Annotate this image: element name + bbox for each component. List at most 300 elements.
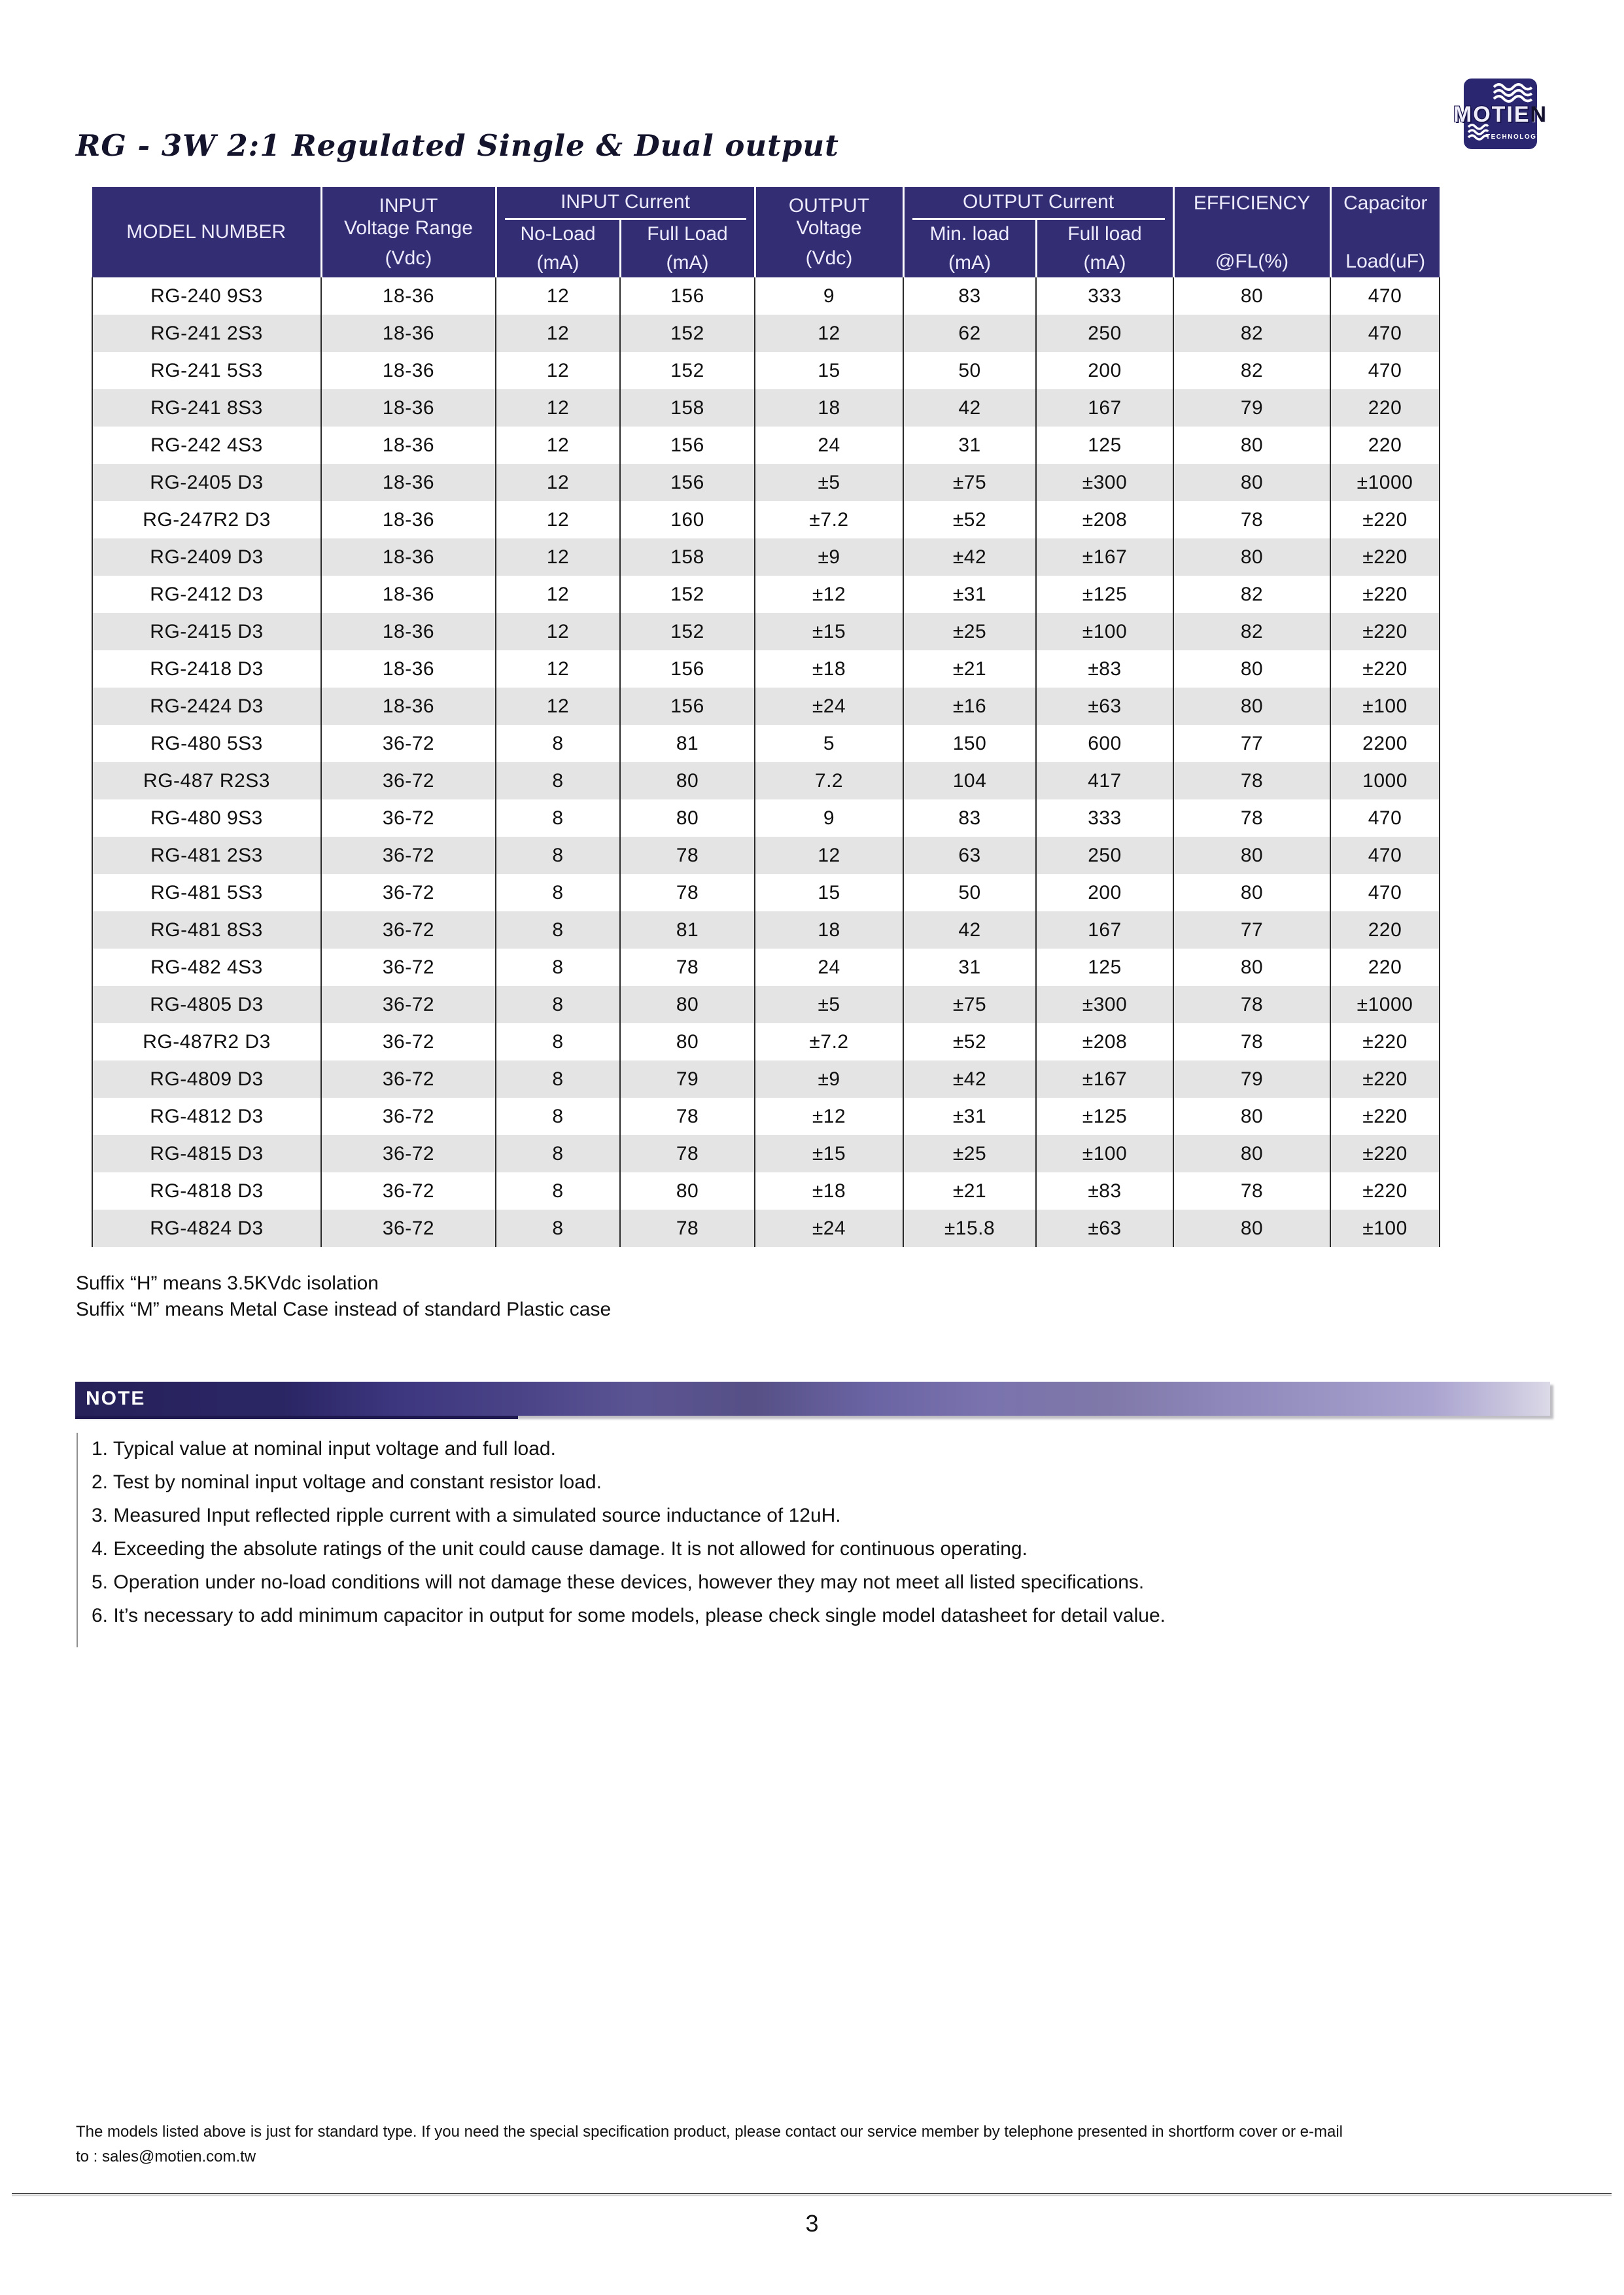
table-cell: ±83 (1036, 1172, 1173, 1210)
note-item: 6. It’s necessary to add minimum capacitor in output for some models, please check single model datasheet for detail value. (92, 1605, 1166, 1626)
table-cell: ±220 (1330, 1098, 1440, 1135)
table-cell: 8 (496, 725, 620, 762)
table-cell: 63 (903, 837, 1036, 874)
table-cell: RG-480 5S3 (92, 725, 321, 762)
table-cell: ±25 (903, 1135, 1036, 1172)
table-cell: 220 (1330, 427, 1440, 464)
table-cell: 150 (903, 725, 1036, 762)
table-cell: ±18 (755, 1172, 903, 1210)
table-cell: 8 (496, 762, 620, 799)
table-row (92, 277, 1440, 315)
table-cell: 36-72 (321, 725, 496, 762)
table-cell: 152 (620, 315, 755, 352)
table-header (92, 187, 1440, 277)
motien-logo (1453, 79, 1548, 149)
table-cell: 18-36 (321, 688, 496, 725)
table-cell: 78 (620, 1098, 755, 1135)
table-cell: 600 (1036, 725, 1173, 762)
table-cell: 152 (620, 352, 755, 389)
table-cell: 78 (1173, 762, 1330, 799)
col-group-output-current (903, 187, 1173, 220)
table-cell: 24 (755, 949, 903, 986)
table-cell: 78 (1173, 1172, 1330, 1210)
table-cell: 12 (496, 464, 620, 501)
table-cell: 12 (496, 501, 620, 538)
table-cell: 18-36 (321, 352, 496, 389)
table-row (92, 427, 1440, 464)
header-line: Capacitor (1343, 192, 1428, 214)
table-cell: RG-482 4S3 (92, 949, 321, 986)
logo-tagline: TECHNOLOGY (1486, 133, 1542, 141)
table-cell: 8 (496, 874, 620, 911)
table-row (92, 688, 1440, 725)
table-cell: ±31 (903, 1098, 1036, 1135)
table-cell: ±220 (1330, 1060, 1440, 1098)
table-cell: ±15 (755, 613, 903, 650)
header-line: (Vdc) (805, 247, 853, 269)
table-cell: ±52 (903, 1023, 1036, 1060)
spec-table (92, 187, 1440, 1247)
table-cell: ±24 (755, 1210, 903, 1247)
note-label: NOTE (86, 1388, 146, 1409)
table-cell: ±220 (1330, 538, 1440, 576)
table-cell: 82 (1173, 352, 1330, 389)
table-cell: 80 (620, 986, 755, 1023)
table-cell: 8 (496, 1098, 620, 1135)
table-cell: 80 (1173, 464, 1330, 501)
table-cell: 81 (620, 911, 755, 949)
table-cell: ±16 (903, 688, 1036, 725)
table-cell: ±220 (1330, 650, 1440, 688)
table-row (92, 837, 1440, 874)
table-cell: ±7.2 (755, 501, 903, 538)
table-cell: 158 (620, 389, 755, 427)
table-cell: RG-242 4S3 (92, 427, 321, 464)
note-item: 2. Test by nominal input voltage and constant resistor load. (92, 1471, 602, 1493)
table-cell: 156 (620, 688, 755, 725)
table-cell: RG-2418 D3 (92, 650, 321, 688)
header-line: @FL(%) (1215, 250, 1289, 272)
table-cell: 77 (1173, 911, 1330, 949)
table-cell: ±167 (1036, 538, 1173, 576)
table-cell: 36-72 (321, 1135, 496, 1172)
table-cell: ±75 (903, 464, 1036, 501)
table-row (92, 1098, 1440, 1135)
page-title: RG - 3W 2:1 Regulated Single & Dual output (76, 128, 839, 163)
logo-brand-head: MOTIE (1453, 102, 1530, 127)
table-cell: RG-4805 D3 (92, 986, 321, 1023)
header-line: Voltage (796, 217, 862, 239)
table-row (92, 538, 1440, 576)
table-cell: 83 (903, 277, 1036, 315)
table-cell: 470 (1330, 277, 1440, 315)
table-cell: 2200 (1330, 725, 1440, 762)
col-unit-no-load: (mA) (496, 249, 620, 277)
table-cell: 82 (1173, 613, 1330, 650)
table-row (92, 650, 1440, 688)
table-cell: ±300 (1036, 464, 1173, 501)
table-cell: 82 (1173, 315, 1330, 352)
col-header-model: MODEL NUMBER (92, 187, 321, 277)
table-cell: 50 (903, 874, 1036, 911)
group-label: INPUT Current (505, 191, 746, 220)
table-cell: ±42 (903, 1060, 1036, 1098)
table-cell: 200 (1036, 874, 1173, 911)
table-cell: RG-480 9S3 (92, 799, 321, 837)
table-row (92, 725, 1440, 762)
table-row (92, 1023, 1440, 1060)
waves-icon (1493, 82, 1533, 105)
table-cell: 12 (496, 277, 620, 315)
table-cell: 80 (1173, 538, 1330, 576)
note-item: 5. Operation under no-load conditions will not damage these devices, however they may not meet all listed specifications. (92, 1571, 1145, 1593)
table-cell: 80 (1173, 837, 1330, 874)
table-cell: 82 (1173, 576, 1330, 613)
table-cell: 8 (496, 1060, 620, 1098)
footer-disclaimer (76, 2120, 1567, 2169)
table-cell: 79 (1173, 389, 1330, 427)
table-cell: 36-72 (321, 1023, 496, 1060)
table-cell: 220 (1330, 911, 1440, 949)
table-cell: 12 (496, 538, 620, 576)
table-cell: 83 (903, 799, 1036, 837)
table-cell: 8 (496, 1135, 620, 1172)
logo-brand-text (1451, 102, 1550, 128)
table-cell: 125 (1036, 427, 1173, 464)
table-row (92, 799, 1440, 837)
table-cell: 12 (496, 613, 620, 650)
table-cell: ±220 (1330, 501, 1440, 538)
table-cell: 470 (1330, 874, 1440, 911)
table-row (92, 1060, 1440, 1098)
table-cell: 18-36 (321, 650, 496, 688)
table-cell: RG-241 5S3 (92, 352, 321, 389)
table-cell: RG-487 R2S3 (92, 762, 321, 799)
table-cell: RG-2415 D3 (92, 613, 321, 650)
table-row (92, 1135, 1440, 1172)
table-cell: RG-4824 D3 (92, 1210, 321, 1247)
table-cell: 80 (1173, 949, 1330, 986)
table-cell: 18 (755, 911, 903, 949)
table-cell: 18-36 (321, 315, 496, 352)
header-line: EFFICIENCY (1193, 192, 1311, 214)
table-cell: ±220 (1330, 576, 1440, 613)
table-cell: ±208 (1036, 1023, 1173, 1060)
table-cell: 12 (755, 837, 903, 874)
table-cell: 78 (620, 1135, 755, 1172)
table-cell: 12 (496, 315, 620, 352)
note-item: 4. Exceeding the absolute ratings of the unit could cause damage. It is not allowed for continuous operating. (92, 1538, 1028, 1560)
table-cell: 8 (496, 1172, 620, 1210)
footer-line-2: to : sales@motien.com.tw (76, 2148, 256, 2165)
table-cell: 36-72 (321, 1060, 496, 1098)
table-cell: 18-36 (321, 277, 496, 315)
table-row (92, 464, 1440, 501)
table-cell: 12 (496, 427, 620, 464)
col-header-min-load: Min. load (903, 220, 1036, 249)
table-cell: ±9 (755, 538, 903, 576)
table-cell: 470 (1330, 352, 1440, 389)
table-cell: ±220 (1330, 1172, 1440, 1210)
col-header-efficiency (1173, 187, 1330, 277)
table-cell: ±5 (755, 986, 903, 1023)
footer-line-1: The models listed above is just for standard type. If you need the special specification product, please contact our service member by telephone presented in shortform cover or e-mail (76, 2123, 1343, 2141)
table-row (92, 389, 1440, 427)
table-cell: 78 (1173, 986, 1330, 1023)
table-cell: ±208 (1036, 501, 1173, 538)
table-cell: 8 (496, 1210, 620, 1247)
table-cell: 80 (1173, 427, 1330, 464)
header-line: OUTPUT (788, 195, 870, 217)
suffix-notes (76, 1270, 611, 1323)
table-cell: 42 (903, 911, 1036, 949)
table-cell: ±167 (1036, 1060, 1173, 1098)
table-cell: 15 (755, 352, 903, 389)
table-cell: ±300 (1036, 986, 1173, 1023)
table-cell: 78 (1173, 1023, 1330, 1060)
table-cell: 250 (1036, 315, 1173, 352)
table-cell: 18-36 (321, 613, 496, 650)
table-cell: ±100 (1036, 1135, 1173, 1172)
table-cell: ±125 (1036, 1098, 1173, 1135)
table-cell: 15 (755, 874, 903, 911)
table-cell: 36-72 (321, 762, 496, 799)
note-item: 3. Measured Input reflected ripple current with a simulated source inductance of 12uH. (92, 1505, 841, 1526)
table-cell: 18-36 (321, 538, 496, 576)
table-cell: ±220 (1330, 613, 1440, 650)
table-cell: 167 (1036, 911, 1173, 949)
table-cell: ±9 (755, 1060, 903, 1098)
table-cell: 80 (1173, 1135, 1330, 1172)
table-cell: 36-72 (321, 986, 496, 1023)
table-row (92, 949, 1440, 986)
table-cell: 42 (903, 389, 1036, 427)
table-cell: 80 (1173, 688, 1330, 725)
table-cell: 125 (1036, 949, 1173, 986)
table-cell: 80 (620, 1172, 755, 1210)
table-cell: 200 (1036, 352, 1173, 389)
table-cell: 152 (620, 613, 755, 650)
col-header-capacitor (1330, 187, 1440, 277)
col-unit-full-load-in: (mA) (620, 249, 755, 277)
table-cell: ±63 (1036, 688, 1173, 725)
table-cell: RG-2412 D3 (92, 576, 321, 613)
table-cell: 78 (620, 1210, 755, 1247)
table-cell: 12 (496, 650, 620, 688)
table-cell: 18-36 (321, 389, 496, 427)
table-cell: 8 (496, 837, 620, 874)
table-cell: 36-72 (321, 874, 496, 911)
table-cell: 79 (1173, 1060, 1330, 1098)
table-cell: ±52 (903, 501, 1036, 538)
footer-divider (12, 2193, 1612, 2196)
table-row (92, 1172, 1440, 1210)
notes-list (92, 1438, 1166, 1638)
table-cell: 156 (620, 427, 755, 464)
table-cell: 12 (496, 389, 620, 427)
table-row (92, 1210, 1440, 1247)
table-cell: ±15 (755, 1135, 903, 1172)
table-cell: 1000 (1330, 762, 1440, 799)
table-cell: 79 (620, 1060, 755, 1098)
table-cell: 36-72 (321, 1172, 496, 1210)
table-cell: 250 (1036, 837, 1173, 874)
table-cell: 333 (1036, 799, 1173, 837)
table-cell: 160 (620, 501, 755, 538)
table-row (92, 501, 1440, 538)
table-cell: 18 (755, 389, 903, 427)
table-cell: 156 (620, 650, 755, 688)
table-cell: ±220 (1330, 1023, 1440, 1060)
table-cell: 8 (496, 986, 620, 1023)
table-cell: 36-72 (321, 1098, 496, 1135)
table-cell: 167 (1036, 389, 1173, 427)
table-cell: ±100 (1330, 688, 1440, 725)
col-unit-full-load-out: (mA) (1036, 249, 1173, 277)
header-line: (Vdc) (385, 247, 432, 269)
table-cell: ±21 (903, 650, 1036, 688)
header-line: Voltage Range (344, 217, 473, 239)
table-cell: RG-4818 D3 (92, 1172, 321, 1210)
table-cell: 156 (620, 277, 755, 315)
table-cell: 156 (620, 464, 755, 501)
table-cell: ±220 (1330, 1135, 1440, 1172)
table-cell: 12 (496, 688, 620, 725)
table-cell: ±100 (1036, 613, 1173, 650)
table-cell: 81 (620, 725, 755, 762)
table-cell: 18-36 (321, 464, 496, 501)
table-cell: 77 (1173, 725, 1330, 762)
table-cell: RG-2409 D3 (92, 538, 321, 576)
table-cell: 220 (1330, 389, 1440, 427)
table-cell: RG-481 5S3 (92, 874, 321, 911)
table-cell: 50 (903, 352, 1036, 389)
table-cell: 78 (1173, 799, 1330, 837)
table-cell: 78 (620, 874, 755, 911)
table-cell: RG-2405 D3 (92, 464, 321, 501)
table-row (92, 874, 1440, 911)
table-cell: 78 (1173, 501, 1330, 538)
table-cell: 18-36 (321, 427, 496, 464)
table-cell: 36-72 (321, 837, 496, 874)
table-cell: 80 (620, 762, 755, 799)
table-cell: 36-72 (321, 799, 496, 837)
table-cell: 12 (755, 315, 903, 352)
table-cell: ±75 (903, 986, 1036, 1023)
table-cell: 12 (496, 576, 620, 613)
table-cell: RG-241 2S3 (92, 315, 321, 352)
col-group-input-current (496, 187, 755, 220)
table-cell: 62 (903, 315, 1036, 352)
table-cell: ±12 (755, 1098, 903, 1135)
table-cell: ±83 (1036, 650, 1173, 688)
table-row (92, 352, 1440, 389)
table-cell: ±21 (903, 1172, 1036, 1210)
table-cell: 152 (620, 576, 755, 613)
table-cell: ±31 (903, 576, 1036, 613)
table-cell: 18-36 (321, 501, 496, 538)
table-cell: 80 (1173, 1210, 1330, 1247)
table-cell: 470 (1330, 837, 1440, 874)
table-cell: 80 (1173, 650, 1330, 688)
table-cell: 80 (1173, 277, 1330, 315)
table-cell: 158 (620, 538, 755, 576)
table-cell: 470 (1330, 315, 1440, 352)
table-cell: 8 (496, 949, 620, 986)
table-cell: ±100 (1330, 1210, 1440, 1247)
table-cell: 220 (1330, 949, 1440, 986)
table-body (92, 277, 1440, 1247)
table-cell: ±12 (755, 576, 903, 613)
table-cell: 31 (903, 949, 1036, 986)
col-unit-min-load: (mA) (903, 249, 1036, 277)
table-cell: 24 (755, 427, 903, 464)
table-cell: RG-4812 D3 (92, 1098, 321, 1135)
table-cell: 7.2 (755, 762, 903, 799)
table-row (92, 986, 1440, 1023)
table-cell: RG-241 8S3 (92, 389, 321, 427)
table-cell: 417 (1036, 762, 1173, 799)
table-cell: RG-4809 D3 (92, 1060, 321, 1098)
col-header-output-voltage (755, 187, 903, 277)
table-cell: RG-247R2 D3 (92, 501, 321, 538)
col-header-full-load-in: Full Load (620, 220, 755, 249)
header-line: INPUT (379, 195, 438, 217)
table-cell: RG-240 9S3 (92, 277, 321, 315)
table-cell: RG-481 8S3 (92, 911, 321, 949)
table-cell: ±18 (755, 650, 903, 688)
table-cell: 8 (496, 911, 620, 949)
col-header-input-voltage (321, 187, 496, 277)
table-cell: 78 (620, 837, 755, 874)
table-cell: ±25 (903, 613, 1036, 650)
notes-left-rule (77, 1433, 78, 1647)
table-cell: 333 (1036, 277, 1173, 315)
table-cell: ±24 (755, 688, 903, 725)
table-cell: 5 (755, 725, 903, 762)
col-header-no-load: No-Load (496, 220, 620, 249)
table-cell: 8 (496, 799, 620, 837)
table-cell: 31 (903, 427, 1036, 464)
table-cell: RG-2424 D3 (92, 688, 321, 725)
table-cell: RG-481 2S3 (92, 837, 321, 874)
logo-brand-tail: N (1530, 102, 1548, 127)
table-cell: 36-72 (321, 949, 496, 986)
table-cell: 80 (620, 1023, 755, 1060)
page-number: 3 (805, 2210, 819, 2237)
table-row (92, 613, 1440, 650)
table-cell: RG-4815 D3 (92, 1135, 321, 1172)
table-cell: 78 (620, 949, 755, 986)
table-cell: 80 (1173, 1098, 1330, 1135)
table-cell: 80 (1173, 874, 1330, 911)
note-section-bar (75, 1382, 1550, 1416)
suffix-line-m: Suffix “M” means Metal Case instead of standard Plastic case (76, 1299, 612, 1320)
suffix-line-h: Suffix “H” means 3.5KVdc isolation (76, 1272, 379, 1294)
note-item: 1. Typical value at nominal input voltage and full load. (92, 1438, 556, 1460)
table-cell: RG-487R2 D3 (92, 1023, 321, 1060)
table-row (92, 315, 1440, 352)
table-cell: ±1000 (1330, 464, 1440, 501)
table-cell: 36-72 (321, 911, 496, 949)
table-cell: 12 (496, 352, 620, 389)
table-cell: 8 (496, 1023, 620, 1060)
table-cell: 80 (620, 799, 755, 837)
table-row (92, 576, 1440, 613)
table-cell: 470 (1330, 799, 1440, 837)
table-cell: 9 (755, 799, 903, 837)
col-header-full-load-out: Full load (1036, 220, 1173, 249)
